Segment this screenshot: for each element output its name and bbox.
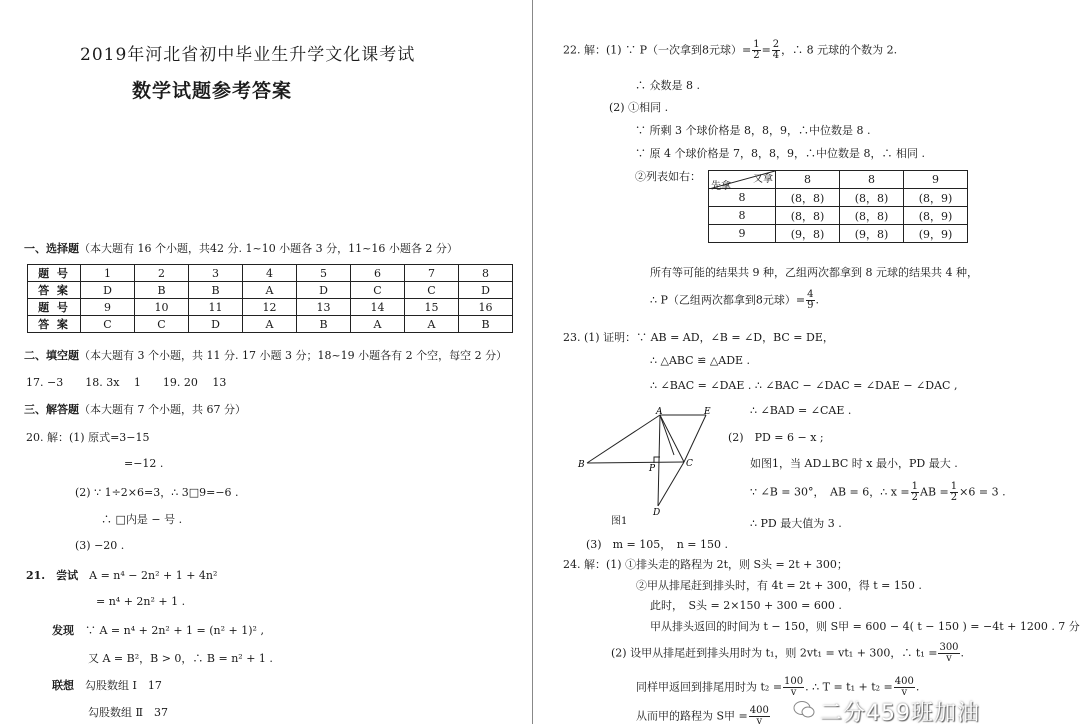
section-choice-title: 一、选择题 bbox=[24, 242, 79, 255]
q22-text: ，∴ 8 元球的个数为 2. bbox=[781, 43, 898, 57]
numerator: 1 bbox=[950, 481, 958, 492]
table-cell: D bbox=[81, 282, 135, 299]
denominator: 2 bbox=[950, 492, 958, 503]
q23-line: ∴ ∠BAD = ∠CAE . bbox=[750, 404, 852, 417]
q23-line: ∴ △ABC ≌ △ADE . bbox=[650, 354, 751, 367]
table-header-cell: 9 bbox=[904, 171, 968, 189]
fill-answers: 17. −3 18. 3x 1 19. 20 13 bbox=[26, 376, 227, 389]
q23-line: ∴ ∠BAC = ∠DAE . ∴ ∠BAC − ∠DAC = ∠DAE − ∠DAC , bbox=[650, 379, 958, 392]
q24-line bbox=[611, 643, 964, 664]
q22-line: ∵ 所剩 3 个球价格是 8，8，9，∴中位数是 8 . bbox=[635, 124, 871, 137]
row-label: 答 案 bbox=[28, 316, 81, 333]
section-fill-note: （本大题有 3 个小题，共 11 分. 17 小题 3 分；18~19 小题各有 2 个空，每空 2 分） bbox=[79, 349, 508, 362]
q22-text: 22. 解：(1) ∵ P（一次拿到8元球）= bbox=[563, 43, 752, 57]
q22-text: . bbox=[815, 293, 819, 307]
table-cell: A bbox=[405, 316, 459, 333]
table-cell: 1 bbox=[81, 265, 135, 282]
table-cell: C bbox=[351, 282, 405, 299]
section-choice-heading bbox=[24, 240, 458, 256]
table-cell: 3 bbox=[189, 265, 243, 282]
q21-line: 又 A = B²，B > 0，∴ B = n² + 1 . bbox=[88, 652, 273, 665]
point-label-a: A bbox=[656, 407, 663, 417]
row-header-cell: 9 bbox=[709, 225, 776, 243]
section-fill-heading bbox=[24, 347, 507, 363]
q21-text: A = n⁴ − 2n² + 1 + 4n² bbox=[89, 569, 218, 582]
q20-line: 20. 解：(1) 原式=3−15 bbox=[26, 431, 150, 444]
fraction bbox=[894, 677, 915, 698]
denominator: v bbox=[790, 687, 797, 698]
q21-line bbox=[52, 622, 264, 638]
row-label: 题 号 bbox=[28, 299, 81, 316]
q24-text: (2) 设甲从排尾赶到排头用时为 t₁，则 2vt₁ = vt₁ + 300，∴ t₁ = bbox=[611, 646, 938, 660]
table-cell: C bbox=[135, 316, 189, 333]
segment-ad bbox=[658, 415, 660, 506]
q22-line: 所有等可能的结果共 9 种，乙组两次都拿到 8 元球的结果共 4 种， bbox=[650, 266, 978, 279]
table-row bbox=[709, 189, 968, 207]
q24-text: 从而甲的路程为 S甲 = bbox=[636, 709, 748, 723]
q21-label: 21. 尝试 bbox=[26, 569, 79, 582]
row-label: 题 号 bbox=[28, 265, 81, 282]
equals-sign: = bbox=[761, 43, 771, 57]
numerator: 4 bbox=[807, 289, 814, 300]
table-header-cell: 8 bbox=[840, 171, 904, 189]
choice-answer-table bbox=[27, 264, 513, 333]
geometry-figure-1 bbox=[572, 405, 722, 517]
watermark-text: 二分459班加油 bbox=[820, 701, 980, 726]
probability-table bbox=[708, 170, 968, 243]
table-header-cell: 8 bbox=[776, 171, 840, 189]
row-label: 答 案 bbox=[28, 282, 81, 299]
fraction bbox=[772, 40, 780, 61]
numerator: 100 bbox=[784, 676, 804, 687]
table-cell: 2 bbox=[135, 265, 189, 282]
page-subtitle: 数学试题参考答案 bbox=[132, 80, 293, 102]
numerator: 300 bbox=[939, 642, 959, 653]
q23-line: 23. (1) 证明：∵ AB = AD，∠B = ∠D，BC = DE， bbox=[563, 331, 834, 344]
section-solve-title: 三、解答题 bbox=[24, 403, 79, 416]
table-cell: (8，8) bbox=[776, 189, 840, 207]
point-label-b: B bbox=[578, 460, 585, 470]
section-fill-title: 二、填空题 bbox=[24, 349, 79, 362]
table-cell: 5 bbox=[297, 265, 351, 282]
table-cell: D bbox=[459, 282, 513, 299]
table-cell: B bbox=[297, 316, 351, 333]
q22-line bbox=[563, 40, 897, 61]
numerator: 1 bbox=[911, 481, 919, 492]
table-cell: 8 bbox=[459, 265, 513, 282]
denominator: v bbox=[901, 687, 908, 698]
denominator: 2 bbox=[753, 50, 760, 61]
q24-line: ②甲从排尾赶到排头时，有 4t = 2t + 300，得 t = 150 . bbox=[636, 579, 922, 592]
corner-label-first: 先拿 bbox=[711, 181, 731, 192]
q24-line bbox=[636, 677, 919, 698]
q20-line: =−12 . bbox=[124, 457, 164, 470]
denominator: v bbox=[946, 653, 952, 664]
q22-text: ∴ P（乙组两次都拿到8元球）= bbox=[650, 293, 806, 307]
denominator: 4 bbox=[772, 50, 780, 61]
q21-line bbox=[52, 677, 162, 693]
table-row bbox=[709, 171, 968, 189]
q20-line: ∴ □内是 − 号 . bbox=[101, 513, 183, 526]
q24-text: . bbox=[915, 680, 920, 694]
table-cell: B bbox=[189, 282, 243, 299]
table-cell: 16 bbox=[459, 299, 513, 316]
q23-text: AB = bbox=[920, 485, 949, 499]
q23-line: (2) PD = 6 − x ; bbox=[728, 431, 824, 444]
table-cell: 11 bbox=[189, 299, 243, 316]
table-cell: B bbox=[459, 316, 513, 333]
q23-text: ×6 = 3 . bbox=[959, 485, 1006, 499]
segment-dc bbox=[658, 462, 684, 506]
section-solve-heading bbox=[24, 401, 246, 417]
point-label-p: P bbox=[649, 464, 656, 474]
fraction bbox=[806, 290, 814, 311]
table-row bbox=[28, 265, 513, 282]
q21-line: 勾股数组 Ⅱ 37 bbox=[88, 706, 168, 719]
table-cell: (9，8) bbox=[840, 225, 904, 243]
table-cell: C bbox=[81, 316, 135, 333]
q22-line: ②列表如右： bbox=[635, 170, 701, 183]
row-header-cell: 8 bbox=[709, 207, 776, 225]
chat-bubble-icon bbox=[793, 700, 815, 720]
segment-bc bbox=[587, 462, 684, 463]
table-cell: 9 bbox=[81, 299, 135, 316]
q23-line: 如图1，当 AD⊥BC 时 x 最小，PD 最大 . bbox=[750, 457, 958, 470]
exam-title: 2019年河北省初中毕业生升学文化课考试 bbox=[80, 45, 416, 65]
table-cell: (8，8) bbox=[776, 207, 840, 225]
q21-label: 联想 bbox=[52, 679, 74, 692]
point-label-e: E bbox=[704, 407, 711, 417]
segment-ac bbox=[660, 415, 684, 462]
table-row bbox=[28, 299, 513, 316]
q20-line: (2) ∵ 1÷2×6=3，∴ 3□9=−6 . bbox=[75, 486, 239, 499]
table-cell: (8，8) bbox=[840, 207, 904, 225]
q24-line: 24. 解：(1) ①排头走的路程为 2t，则 S头 = 2t + 300； bbox=[563, 558, 848, 571]
q24-text: . ∴ T = t₁ + t₂ = bbox=[805, 680, 893, 694]
table-row bbox=[28, 316, 513, 333]
table-row bbox=[28, 282, 513, 299]
table-corner-cell bbox=[709, 171, 776, 192]
q24-text: . bbox=[960, 646, 965, 660]
table-cell: 10 bbox=[135, 299, 189, 316]
numerator: 1 bbox=[753, 39, 760, 50]
section-solve-note: （本大题有 7 个小题，共 67 分） bbox=[79, 403, 246, 416]
denominator: 2 bbox=[911, 492, 919, 503]
table-cell: 15 bbox=[405, 299, 459, 316]
numerator: 2 bbox=[772, 39, 780, 50]
q21-label: 发现 bbox=[52, 624, 74, 637]
table-cell: (8，8) bbox=[840, 189, 904, 207]
table-cell: A bbox=[351, 316, 405, 333]
figure-caption: 图1 bbox=[611, 516, 628, 527]
table-cell: A bbox=[243, 282, 297, 299]
q22-line: ∴ 众数是 8 . bbox=[635, 79, 700, 92]
q24-line: 甲从排头返回的时间为 t − 150，则 S甲 = 600 − 4( t − 150 ) = −4t + 1200 . 7 分 bbox=[650, 620, 1080, 633]
q23-line: (3) m = 105， n = 150 . bbox=[586, 538, 729, 551]
corner-label-second: 又拿 bbox=[753, 174, 773, 185]
q22-line: (2) ①相同 . bbox=[609, 101, 669, 114]
denominator: v bbox=[756, 716, 763, 727]
q22-line bbox=[650, 290, 819, 311]
table-cell: D bbox=[189, 316, 243, 333]
q21-line bbox=[26, 567, 217, 583]
segment-ec bbox=[684, 415, 706, 462]
segment-inner bbox=[660, 415, 674, 455]
table-cell: (8，9) bbox=[904, 207, 968, 225]
table-cell: 14 bbox=[351, 299, 405, 316]
table-cell: C bbox=[405, 282, 459, 299]
table-cell: (8，9) bbox=[904, 189, 968, 207]
fraction bbox=[752, 40, 760, 61]
q24-text: 同样甲返回到排尾用时为 t₂ = bbox=[636, 680, 783, 694]
q24-line: 此时， S头 = 2×150 + 300 = 600 . bbox=[650, 599, 842, 612]
numerator: 400 bbox=[749, 705, 769, 716]
row-header-cell: 8 bbox=[709, 189, 776, 207]
q23-line: ∴ PD 最大值为 3 . bbox=[750, 517, 842, 530]
table-cell: 7 bbox=[405, 265, 459, 282]
table-row bbox=[709, 225, 968, 243]
table-row bbox=[709, 207, 968, 225]
fraction bbox=[911, 482, 919, 503]
section-choice-note: （本大题有 16 个小题，共42 分. 1~10 小题各 3 分，11~16 小题各 2 分） bbox=[79, 242, 458, 255]
q22-line: ∵ 原 4 个球价格是 7，8，8，9，∴中位数是 8，∴ 相同 . bbox=[635, 147, 925, 160]
table-cell: 12 bbox=[243, 299, 297, 316]
denominator: 9 bbox=[807, 300, 814, 311]
fraction bbox=[938, 643, 959, 664]
table-cell: B bbox=[135, 282, 189, 299]
numerator: 400 bbox=[894, 676, 914, 687]
point-label-d: D bbox=[653, 508, 661, 517]
q21-text: ∵ A = n⁴ + 2n² + 1 = (n² + 1)² , bbox=[85, 624, 264, 637]
fraction bbox=[783, 677, 804, 698]
segment-ab bbox=[587, 415, 660, 463]
table-cell: (9，8) bbox=[776, 225, 840, 243]
table-cell: 6 bbox=[351, 265, 405, 282]
point-label-c: C bbox=[686, 459, 693, 469]
table-cell: 13 bbox=[297, 299, 351, 316]
q20-line: (3) −20 . bbox=[75, 539, 125, 552]
table-cell: A bbox=[243, 316, 297, 333]
q23-text: ∵ ∠B = 30°， AB = 6，∴ x = bbox=[750, 485, 910, 499]
table-cell: (9，9) bbox=[904, 225, 968, 243]
q23-line bbox=[750, 482, 1006, 503]
q21-text: 勾股数组 Ⅰ 17 bbox=[85, 679, 162, 692]
q21-line: = n⁴ + 2n² + 1 . bbox=[96, 595, 186, 608]
table-cell: 4 bbox=[243, 265, 297, 282]
fraction bbox=[950, 482, 958, 503]
column-divider bbox=[532, 0, 533, 724]
table-cell: D bbox=[297, 282, 351, 299]
